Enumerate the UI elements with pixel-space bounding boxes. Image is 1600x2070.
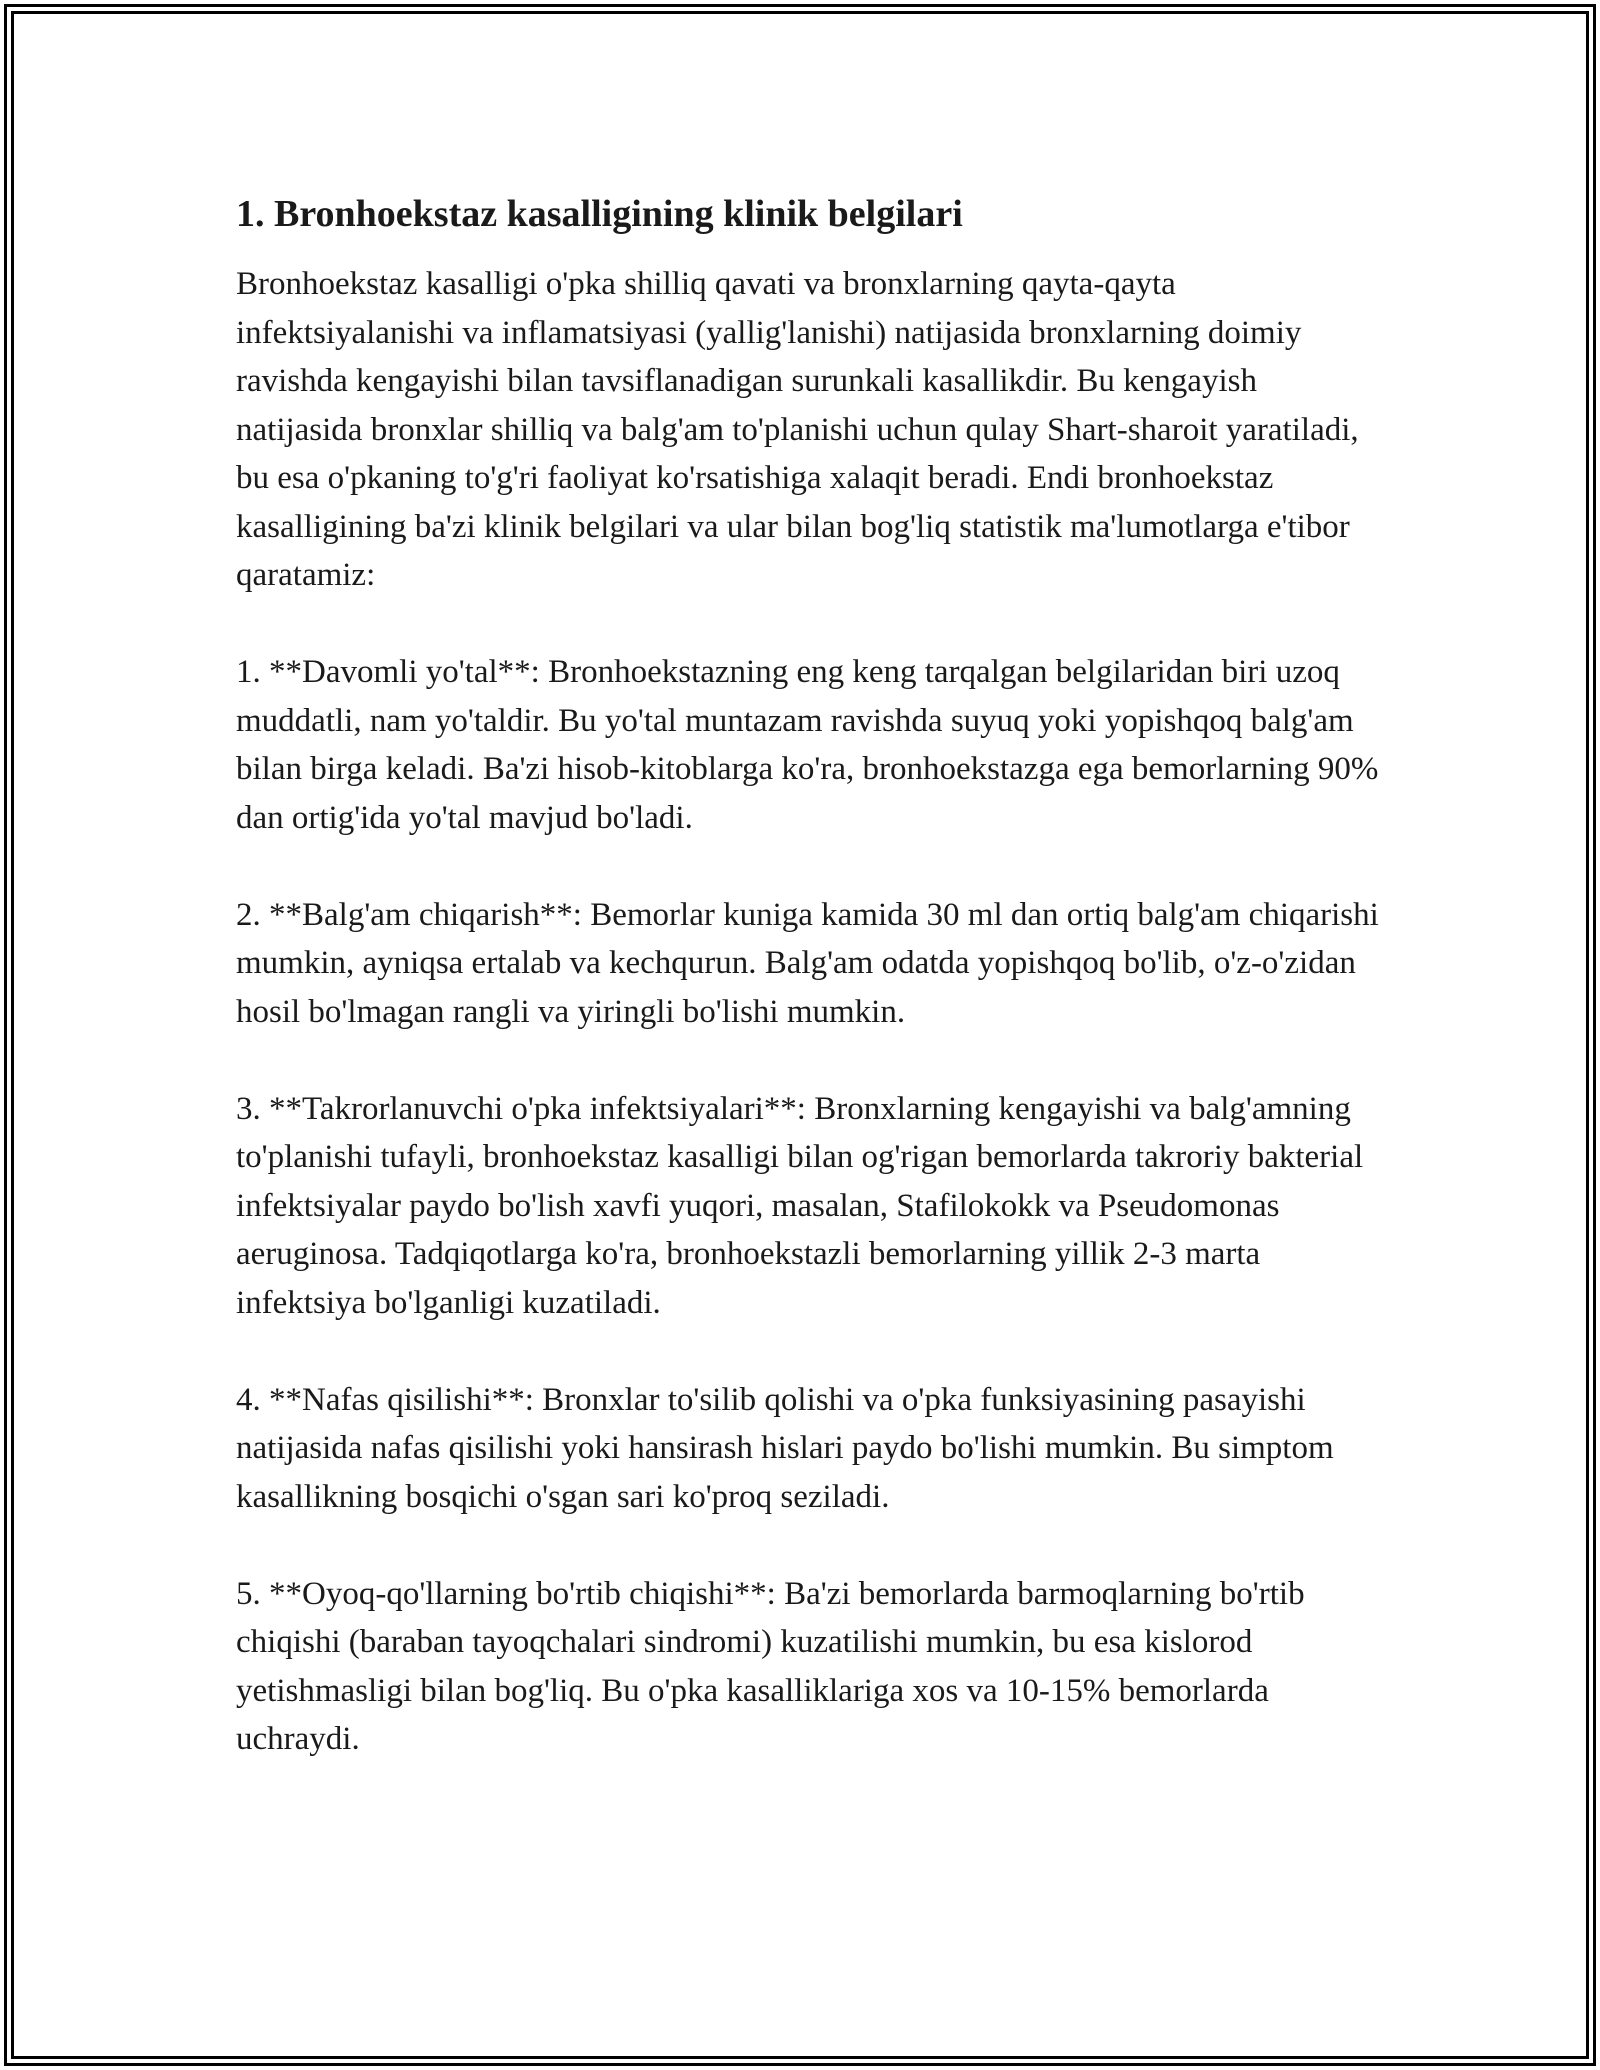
list-item-sputum: 2. **Balg'am chiqarish**: Bemorlar kuniga kamida 30 ml dan ortiq balg'am chiqarishi mumkin, ayniqsa ertalab va kechqurun. Balg'am odatda yopishqoq bo'lib, o'z-o'zidan hosil bo'lmagan rangli va yiringli bo'lishi mumkin.	[236, 896, 1379, 1030]
list-item-clubbing: 5. **Oyoq-qo'llarning bo'rtib chiqishi**: Ba'zi bemorlarda barmoqlarning bo'rtib chiqishi (baraban tayoqchalari sindromi) kuzatilishi mumkin, bu esa kislorod yetishmasligi bilan bog'liq. Bu o'pka kasalliklariga xos va 10-15% bemorlarda uchraydi.	[236, 1575, 1305, 1757]
list-item-dyspnea: 4. **Nafas qisilishi**: Bronxlar to'silib qolishi va o'pka funksiyasining pasayishi natijasida nafas qisilishi yoki hansirash hislari paydo bo'lishi mumkin. Bu simptom kasallikning bosqichi o'sgan sari ko'proq seziladi.	[236, 1381, 1334, 1515]
list-item-cough: 1. **Davomli yo'tal**: Bronhoekstazning eng keng tarqalgan belgilaridan biri uzoq muddatli, nam yo'taldir. Bu yo'tal muntazam ravishda suyuq yoki yopishqoq balg'am bilan birga keladi. Ba'zi hisob-kitoblarga ko'ra, bronhoekstazga ega bemorlarning 90% dan ortig'ida yo'tal mavjud bo'ladi.	[236, 654, 1379, 836]
section-title: 1. Bronhoekstaz kasalligining klinik belgilari	[236, 193, 963, 235]
list-item-infections: 3. **Takrorlanuvchi o'pka infektsiyalari**: Bronxlarning kengayishi va balg'amning to'planishi tufayli, bronhoekstaz kasalligi bilan og'rigan bemorlarda takroriy bakterial infektsiyalar paydo bo'lish xavfi yuqori, masalan, Stafilokokk va Pseudomonas aeruginosa. Tadqiqotlarga ko'ra, bronhoekstazli bemorlarning yillik 2-3 marta infektsiya bo'lganligi kuzatiladi.	[236, 1090, 1364, 1321]
intro-paragraph: Bronhoekstaz kasalligi o'pka shilliq qavati va bronxlarning qayta-qayta infektsiyalanishi va inflamatsiyasi (yallig'lanishi) natijasida bronxlarning doimiy ravishda kengayishi bilan tavsiflanadigan surunkali kasallikdir. Bu kengayish natijasida bronxlar shilliq va balg'am to'planishi uchun qulay Shart-sharoit yaratiladi, bu esa o'pkaning to'g'ri faoliyat ko'rsatishiga xalaqit beradi. Endi bronhoekstaz kasalligining ba'zi klinik belgilari va ular bilan bog'liq statistik ma'lumotlarga e'tibor qaratamiz:	[236, 266, 1359, 593]
document-body	[236, 186, 1386, 1812]
